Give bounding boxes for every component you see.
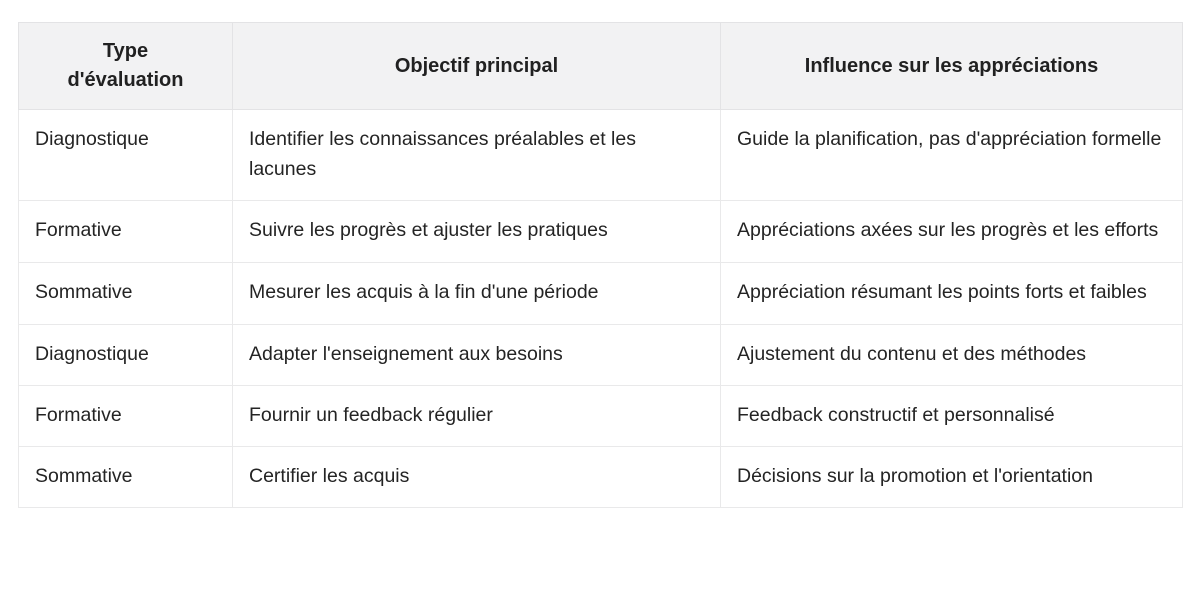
cell-objectif: Identifier les connaissances préalables et les lacunes	[233, 110, 721, 201]
table-row	[19, 110, 1183, 201]
cell-type: Diagnostique	[19, 324, 233, 386]
column-header-objectif-principal: Objectif principal	[233, 23, 721, 110]
table-row	[19, 446, 1183, 508]
cell-influence: Feedback constructif et personnalisé	[721, 386, 1183, 447]
cell-type: Formative	[19, 386, 233, 447]
cell-type: Sommative	[19, 262, 233, 324]
cell-objectif: Certifier les acquis	[233, 446, 721, 508]
table-header-row	[19, 23, 1183, 110]
cell-objectif: Fournir un feedback régulier	[233, 386, 721, 447]
cell-type: Sommative	[19, 446, 233, 508]
cell-type: Diagnostique	[19, 110, 233, 201]
cell-influence: Appréciation résumant les points forts et faibles	[721, 262, 1183, 324]
cell-influence: Guide la planification, pas d'appréciation formelle	[721, 110, 1183, 201]
cell-influence: Appréciations axées sur les progrès et les efforts	[721, 201, 1183, 263]
column-header-type-line2: d'évaluation	[67, 69, 184, 91]
table-row	[19, 262, 1183, 324]
cell-objectif: Mesurer les acquis à la fin d'une période	[233, 262, 721, 324]
cell-objectif: Suivre les progrès et ajuster les pratiques	[233, 201, 721, 263]
table-row	[19, 386, 1183, 447]
cell-type: Formative	[19, 201, 233, 263]
cell-influence: Ajustement du contenu et des méthodes	[721, 324, 1183, 386]
column-header-influence-appreciations: Influence sur les appréciations	[721, 23, 1183, 110]
evaluation-types-table	[18, 22, 1183, 508]
table-row	[19, 324, 1183, 386]
column-header-type-line1: Type	[102, 40, 149, 62]
table-header	[19, 23, 1183, 110]
cell-objectif: Adapter l'enseignement aux besoins	[233, 324, 721, 386]
table-body	[19, 110, 1183, 508]
table-row	[19, 201, 1183, 263]
cell-influence: Décisions sur la promotion et l'orientation	[721, 446, 1183, 508]
column-header-type-evaluation	[19, 23, 233, 110]
